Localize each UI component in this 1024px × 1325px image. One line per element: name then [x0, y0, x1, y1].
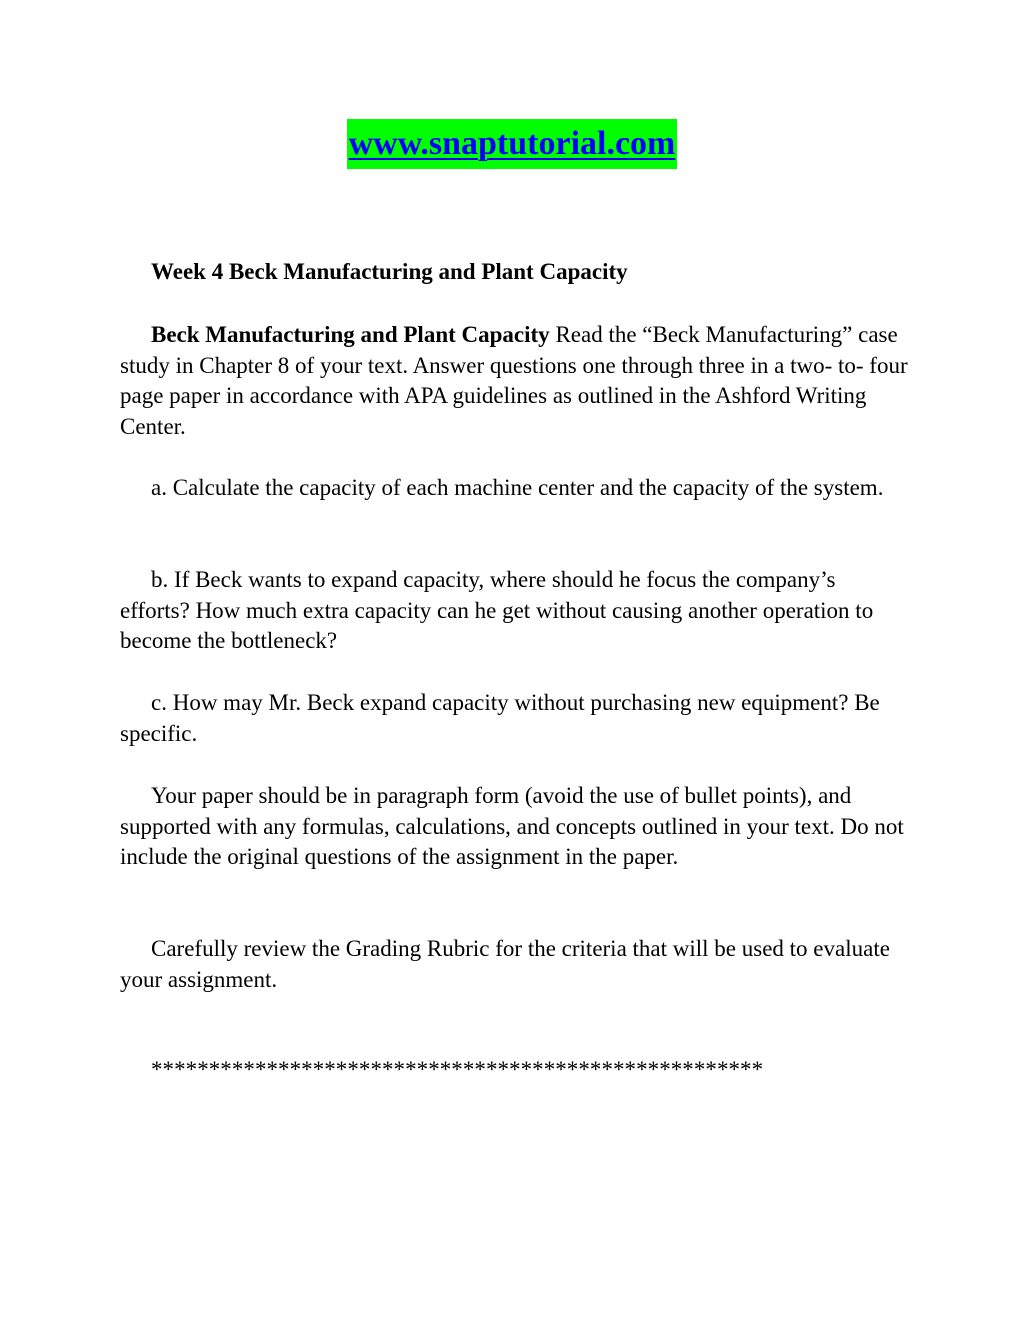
rubric-note-paragraph: Carefully review the Grading Rubric for the criteria that will be used to evaluate your assignment.: [120, 936, 890, 992]
question-a: a. Calculate the capacity of each machine center and the capacity of the system.: [151, 475, 884, 500]
intro-paragraph: [120, 320, 910, 443]
question-c: c. How may Mr. Beck expand capacity without purchasing new equipment? Be specific.: [120, 690, 880, 746]
instructions-paragraph: Your paper should be in paragraph form (avoid the use of bullet points), and supported with any formulas, calculations, and concepts outlined in your text. Do not include the original questions of the assignment in the paper.: [120, 783, 904, 870]
site-link[interactable]: www.snaptutorial.com: [347, 119, 678, 169]
intro-bold-lead: Beck Manufacturing and Plant Capacity: [151, 322, 550, 347]
question-b: b. If Beck wants to expand capacity, where should he focus the company’s efforts? How much extra capacity can he get without causing another operation to become the bottleneck?: [120, 567, 874, 654]
document-title: Week 4 Beck Manufacturing and Plant Capacity: [151, 259, 628, 284]
separator-line: *****************************************************: [151, 1057, 764, 1082]
site-link-container: [0, 119, 1024, 169]
intro-text: Read the “Beck Manufacturing” case study in Chapter 8 of your text. Answer questions one through three in a two- to- four page paper in accordance with APA guidelines as outlined in the Ashford Writing Center.: [120, 322, 908, 440]
